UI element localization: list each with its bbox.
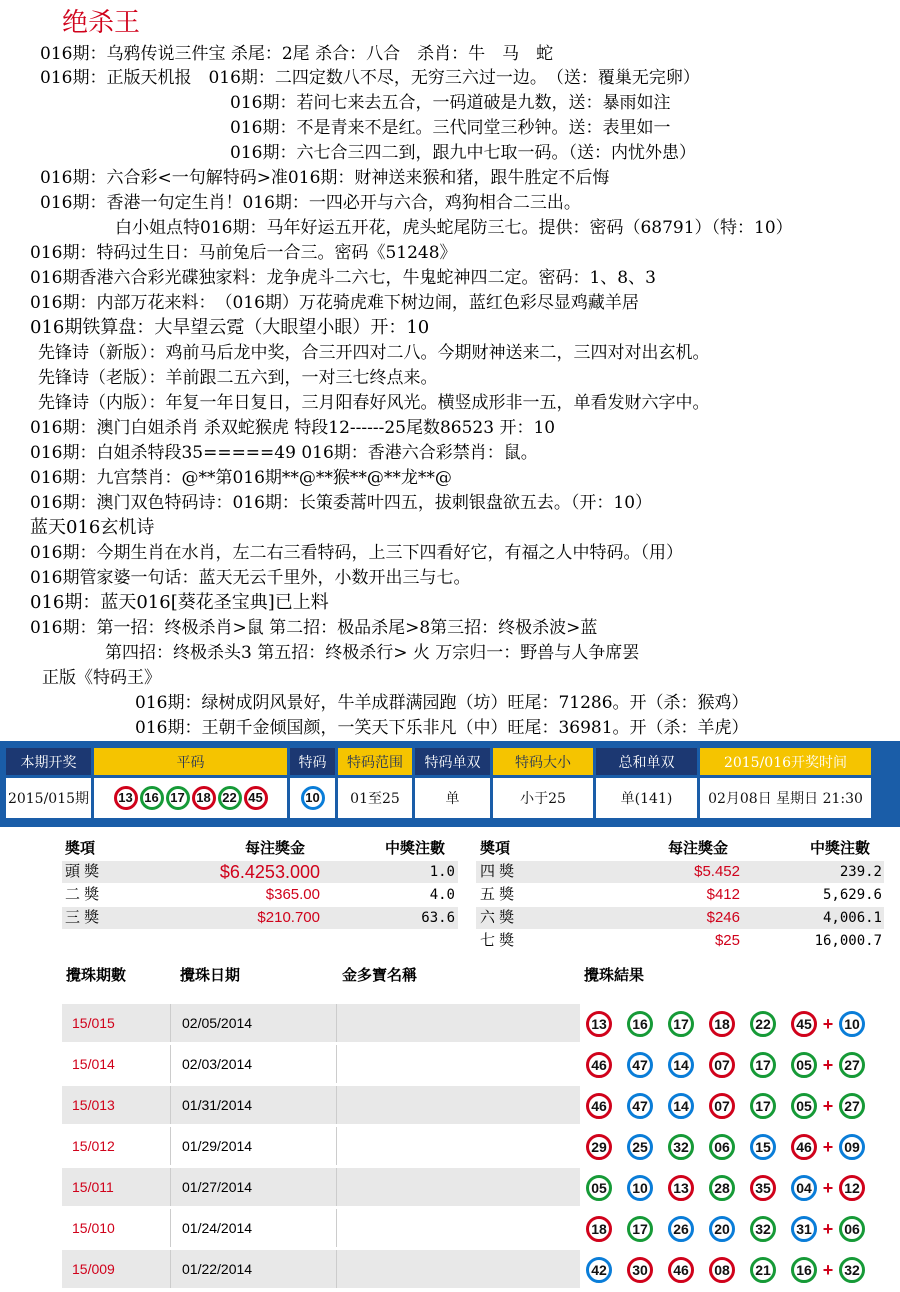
prediction-line: 先锋诗（老版）：羊前跟二五六到，一对三七终点来。 [38,368,438,388]
column-divider [170,1209,171,1247]
number-ball: 46 [668,1257,694,1283]
number-ball: 35 [750,1175,776,1201]
history-period: 15/011 [72,1179,114,1195]
prediction-line: 正版《特码王》 [42,668,161,688]
draw-odd-even: 单 [415,778,490,818]
plus-sign: + [822,1259,834,1280]
column-divider [170,1086,171,1124]
hdr-next-time: 2015/016开奖时间 [700,748,871,775]
number-ball: 47 [627,1093,653,1119]
table-row [62,1086,884,1124]
draw-size: 小于25 [493,778,593,818]
column-divider [170,1004,171,1042]
hdr-size: 特码大小 [493,748,593,775]
number-ball: 04 [791,1175,817,1201]
prediction-line: 016期管家婆一句话：蓝天无云千里外，小数开出三与七。 [30,568,471,588]
number-ball: 10 [627,1175,653,1201]
number-ball: 14 [668,1052,694,1078]
history-date: 01/27/2014 [182,1179,253,1195]
history-date: 02/03/2014 [182,1056,253,1072]
prediction-line: 016期：香港一句定生肖！016期：一四必开与六合，鸡狗相合二三出。 [40,193,581,213]
current-draw-table [3,745,874,821]
column-divider [170,1168,171,1206]
history-result-balls [580,1127,884,1165]
history-date: 01/29/2014 [182,1138,253,1154]
history-result-balls [580,1209,884,1247]
history-period: 15/009 [72,1261,115,1277]
number-ball: 13 [668,1175,694,1201]
column-divider [336,1045,337,1083]
number-ball: 28 [709,1175,735,1201]
prediction-line: 016期：第一招：终极杀肖>鼠 第二招：极品杀尾>8第三招：终极杀波>蓝 [30,618,598,638]
draw-period: 2015/015期 [6,778,91,818]
column-divider [170,1250,171,1288]
prize-hdr-amount-right: 每注獎金 [668,839,729,857]
prize-amount: $365.00 [265,886,320,903]
table-row [62,1127,884,1165]
prediction-line: 先锋诗（内版）：年复一年日复日，三月阳春好风光。横竖成形非一五，单看发财六字中。 [38,393,710,413]
prediction-line: 016期：蓝天016[葵花圣宝典]已上料 [30,592,329,613]
column-divider [336,1127,337,1165]
prize-amount: $210.700 [257,909,320,926]
prize-count: 239.2 [839,864,882,880]
column-divider [336,1086,337,1124]
history-date: 01/24/2014 [182,1220,253,1236]
plus-sign: + [822,1136,834,1157]
special-ball: 09 [839,1134,865,1160]
prize-count: 4,006.1 [822,910,882,926]
number-ball: 13 [114,786,138,810]
number-ball: 14 [668,1093,694,1119]
number-ball: 05 [586,1175,612,1201]
column-divider [336,1168,337,1206]
prediction-line: 016期：澳门白姐杀肖 杀双蛇猴虎 特段12------25尾数86523 开：10 [30,418,556,438]
history-result-balls [580,1250,884,1288]
plus-sign: + [822,1054,834,1075]
number-ball: 18 [586,1216,612,1242]
prize-hdr-item-left: 奬項 [65,839,96,857]
table-row [62,1250,884,1288]
number-ball: 25 [627,1134,653,1160]
table-row [62,1209,884,1247]
number-ball: 08 [709,1257,735,1283]
number-ball: 46 [791,1134,817,1160]
prediction-line: 016期：白姐杀特段35=====49 016期：香港六合彩禁肖：鼠。 [30,443,538,463]
number-ball: 18 [192,786,216,810]
number-ball: 17 [166,786,190,810]
history-result-balls [580,1086,884,1124]
history-result-balls [580,1168,884,1206]
prediction-line: 016期：内部万花来料： （016期）万花骑虎难下树边闹，蓝红色彩尽显鸡藏羊居 [30,293,639,313]
history-result-balls [580,1004,884,1042]
prize-table [0,833,900,959]
number-ball: 32 [750,1216,776,1242]
number-ball: 17 [750,1093,776,1119]
prediction-line: 先锋诗（新版）：鸡前马后龙中奖，合三开四对二八。今期财神送来二，三四对对出玄机。 [38,343,710,363]
number-ball: 16 [627,1011,653,1037]
current-draw-panel [0,741,900,827]
number-ball: 29 [586,1134,612,1160]
prediction-line: 016期：澳门双色特码诗：016期：长策委蒿叶四五，拔刺银盘欲五去。（开：10） [30,493,653,513]
number-ball: 20 [709,1216,735,1242]
hist-hdr-name: 金多寶名稱 [342,966,418,984]
draw-special-ball [290,778,335,818]
number-ball: 15 [750,1134,776,1160]
number-ball: 07 [709,1052,735,1078]
column-divider [336,1209,337,1247]
history-period: 15/013 [72,1097,115,1113]
hdr-range: 特码范围 [338,748,412,775]
number-ball: 45 [791,1011,817,1037]
history-period: 15/014 [72,1056,115,1072]
number-ball: 22 [218,786,242,810]
prediction-line: 016期：乌鸦传说三件宝 杀尾：2尾 杀合：八合 杀肖：牛 马 蛇 [40,44,554,64]
prize-hdr-count-right: 中獎注數 [810,839,871,857]
number-ball: 30 [627,1257,653,1283]
number-ball: 17 [750,1052,776,1078]
prize-name: 六 獎 [480,909,515,926]
prediction-line: 016期铁算盘：大旱望云霓（大眼望小眼）开：10 [30,317,430,338]
special-ball: 12 [839,1175,865,1201]
number-ball: 42 [586,1257,612,1283]
special-ball: 27 [839,1093,865,1119]
special-ball: 06 [839,1216,865,1242]
prize-count: 1.0 [429,864,455,880]
special-ball: 27 [839,1052,865,1078]
prize-amount: $412 [706,886,740,903]
number-ball: 45 [244,786,268,810]
hdr-odd-even: 特码单双 [415,748,490,775]
table-row [62,1045,884,1083]
draw-sum-odd-even: 单(141) [596,778,697,818]
hdr-special: 特码 [290,748,335,775]
prediction-line: 016期：正版天机报 016期：二四定数八不尽，无穷三六过一边。 （送：覆巢无完卵） [40,68,700,88]
plus-sign: + [822,1177,834,1198]
number-ball: 32 [668,1134,694,1160]
table-row [62,1004,884,1042]
history-date: 01/22/2014 [182,1261,253,1277]
prediction-line: 016期：九宫禁肖：@**第016期**@**猴**@**龙**@ [30,468,452,488]
number-ball: 13 [586,1011,612,1037]
hist-hdr-date: 攪珠日期 [180,966,241,984]
prediction-line: 016期：六合彩<一句解特码>准016期：财神送来猴和猪，跟牛胜定不后悔 [40,168,610,188]
number-ball: 21 [750,1257,776,1283]
prize-hdr-count-left: 中獎注數 [385,839,446,857]
history-date: 02/05/2014 [182,1015,253,1031]
history-date: 01/31/2014 [182,1097,253,1113]
prize-name: 四 獎 [480,863,515,880]
history-result-balls [580,1045,884,1083]
number-ball: 18 [709,1011,735,1037]
table-row [62,1168,884,1206]
prediction-line: 016期：今期生肖在水肖，左二右三看特码，上三下四看好它，有福之人中特码。（用） [30,543,683,563]
prediction-line: 蓝天016玄机诗 [30,517,155,538]
prediction-line: 016期：不是青来不是红。三代同堂三秒钟。送：表里如一 [230,118,671,138]
hdr-current: 本期开奖 [6,748,91,775]
prize-hdr-amount-left: 每注獎金 [245,839,306,857]
number-ball: 07 [709,1093,735,1119]
hdr-normal-numbers: 平码 [94,748,287,775]
prize-amount: $25 [714,932,740,949]
hdr-sum-odd-even: 总和单双 [596,748,697,775]
number-ball: 22 [750,1011,776,1037]
number-ball: 46 [586,1052,612,1078]
number-ball: 26 [668,1216,694,1242]
number-ball: 05 [791,1093,817,1119]
number-ball: 06 [709,1134,735,1160]
special-ball: 32 [839,1257,865,1283]
prize-name: 二 獎 [65,886,100,903]
prize-amount: $246 [706,909,740,926]
column-divider [336,1004,337,1042]
number-ball: 17 [627,1216,653,1242]
draw-body-row [6,778,871,818]
plus-sign: + [822,1013,834,1034]
prize-count: 4.0 [429,887,455,903]
prediction-line: 016期：王朝千金倾国颜，一笑天下乐非凡（中）旺尾：36981。开（杀：羊虎） [135,718,749,738]
special-ball: 10 [301,786,325,810]
number-ball: 31 [791,1216,817,1242]
prize-count: 63.6 [421,910,455,926]
prediction-line: 016期香港六合彩光碟独家料：龙争虎斗二六七，牛鬼蛇神四二定。密码：1、8、3 [30,268,656,288]
prize-name: 五 獎 [480,886,515,903]
special-ball: 10 [839,1011,865,1037]
number-ball: 17 [668,1011,694,1037]
number-ball: 46 [586,1093,612,1119]
column-divider [336,1250,337,1288]
prize-amount: $6.4253.000 [219,862,320,882]
prize-count: 5,629.6 [822,887,882,903]
number-ball: 16 [140,786,164,810]
plus-sign: + [822,1095,834,1116]
prediction-line: 016期：特码过生日：马前兔后一合三。密码《51248》 [30,243,457,263]
prediction-line: 016期：若问七来去五合，一码道破是九数，送：暴雨如注 [230,93,671,113]
prize-amount: $5.452 [694,863,740,880]
history-period: 15/015 [72,1015,115,1031]
hist-hdr-period: 攪珠期數 [66,966,127,984]
number-ball: 16 [791,1257,817,1283]
draw-header-row [6,748,871,775]
prediction-line: 白小姐点特016期：马年好运五开花，虎头蛇尾防三七。提供：密码（68791）（特：10） [115,218,793,238]
prediction-line: 第四招：终极杀头3 第五招：终极杀行> 火 万宗归一：野兽与人争席罢 [105,643,640,663]
page-title: 绝杀王 [62,8,141,38]
prize-name: 七 獎 [480,932,515,949]
history-table [0,960,900,1290]
prize-hdr-item-right: 奬項 [480,839,511,857]
draw-normal-balls [94,778,287,818]
prize-name: 頭 獎 [65,863,100,880]
column-divider [170,1045,171,1083]
history-period: 15/010 [72,1220,115,1236]
number-ball: 05 [791,1052,817,1078]
column-divider [170,1127,171,1165]
prize-count: 16,000.7 [814,933,882,949]
prize-name: 三 獎 [65,909,100,926]
draw-range: 01至25 [338,778,412,818]
prediction-line: 016期：绿树成阴风景好，牛羊成群满园跑（坊）旺尾：71286。开（杀：猴鸡） [135,693,749,713]
history-period: 15/012 [72,1138,115,1154]
hist-hdr-result: 攪珠結果 [584,966,645,984]
draw-next-time: 02月08日 星期日 21:30 [700,778,871,818]
number-ball: 47 [627,1052,653,1078]
plus-sign: + [822,1218,834,1239]
prediction-line: 016期：六七合三四二到，跟九中七取一码。（送：内忧外患） [230,143,696,163]
